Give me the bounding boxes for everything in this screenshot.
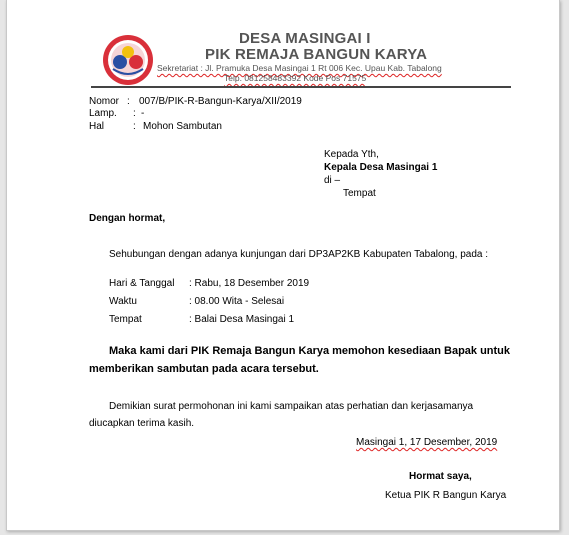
detail-value-time: : 08.00 Wita - Selesai: [189, 296, 285, 307]
nomor-separator: :: [127, 96, 130, 107]
hal-value: Mohon Sambutan: [143, 121, 222, 132]
letterhead-address: Sekretariat : Jl. Pramuka Desa Masingai 1 Rt 006 Kec. Upau Kab. Tabalong: [157, 63, 442, 73]
request-paragraph-line-2: memberikan sambutan pada acara tersebut.: [89, 363, 319, 375]
document-page: [6, 0, 560, 531]
detail-label-place: Tempat: [109, 314, 142, 325]
lamp-label: Lamp.: [89, 108, 117, 119]
hal-separator: :: [133, 121, 136, 132]
letterhead-divider: [91, 86, 511, 88]
recipient-location-prefix: di –: [324, 175, 341, 186]
intro-paragraph: Sehubungan dengan adanya kunjungan dari DP3AP2KB Kabupaten Tabalong, pada :: [109, 249, 489, 260]
detail-label-time: Waktu: [109, 296, 137, 307]
letterhead-contact: Telp. 081258483392 Kode Pos 71575: [224, 73, 367, 83]
detail-label-date: Hari & Tanggal: [109, 278, 175, 289]
closing-paragraph-line-2: diucapkan terima kasih.: [89, 418, 195, 429]
recipient-location: Tempat: [343, 188, 376, 199]
lamp-separator: :: [133, 108, 136, 119]
hal-label: Hal: [89, 121, 105, 132]
nomor-value: 007/B/PIK-R-Bangun-Karya/XII/2019: [139, 96, 302, 107]
place-date: Masingai 1, 17 Desember, 2019: [356, 437, 498, 448]
signature-position: Ketua PIK R Bangun Karya: [385, 490, 507, 501]
greeting: Dengan hormat,: [89, 213, 166, 224]
nomor-label: Nomor: [89, 96, 120, 107]
recipient-name: Kepala Desa Masingai 1: [324, 162, 438, 173]
organization-logo-icon: [101, 33, 155, 87]
recipient-greeting: Kepada Yth,: [324, 149, 379, 160]
signature-salutation: Hormat saya,: [409, 471, 472, 482]
request-paragraph-line-1: Maka kami dari PIK Remaja Bangun Karya memohon kesediaan Bapak untuk: [109, 345, 511, 357]
detail-value-place: : Balai Desa Masingai 1: [189, 314, 295, 325]
letterhead-title-2: PIK REMAJA BANGUN KARYA: [205, 46, 428, 63]
letterhead-title-1: DESA MASINGAI I: [239, 30, 371, 47]
detail-value-date: : Rabu, 18 Desember 2019: [189, 278, 310, 289]
closing-paragraph-line-1: Demikian surat permohonan ini kami sampaikan atas perhatian dan kerjasamanya: [109, 401, 474, 412]
lamp-value: -: [141, 108, 145, 119]
